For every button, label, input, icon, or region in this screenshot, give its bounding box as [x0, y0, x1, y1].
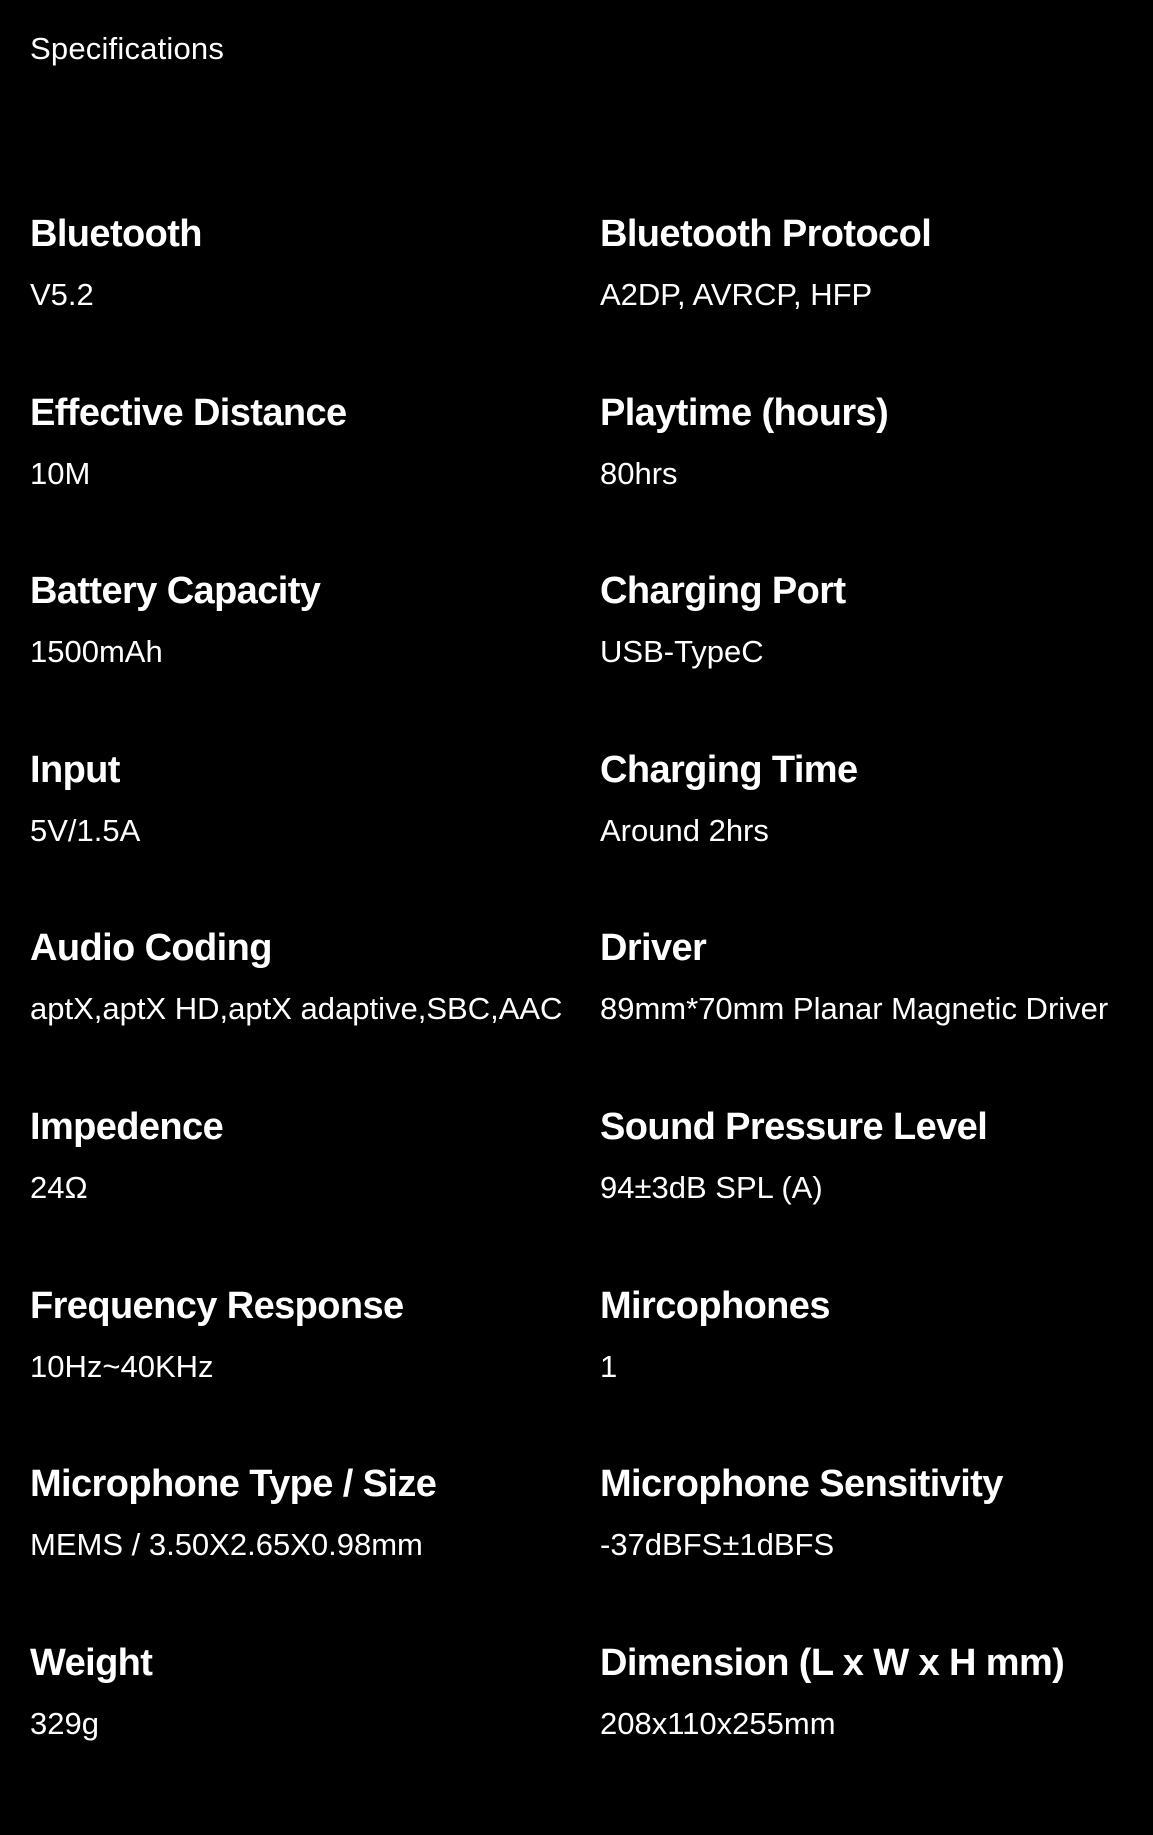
- spec-label: Weight: [30, 1641, 153, 1684]
- page-title: Specifications: [30, 31, 225, 66]
- spec-label: Sound Pressure Level: [600, 1105, 988, 1148]
- spec-value: Around 2hrs: [600, 812, 769, 848]
- spec-label: Audio Coding: [30, 927, 272, 970]
- spec-value: 94±3dB SPL (A): [600, 1169, 823, 1205]
- spec-value: V5.2: [30, 277, 94, 312]
- spec-label: Effective Distance: [30, 391, 347, 434]
- spec-label: Charging Port: [600, 570, 846, 613]
- spec-value: -37dBFS±1dBFS: [600, 1527, 835, 1563]
- spec-item-playtime: [600, 389, 1130, 568]
- spec-value: 329g: [30, 1705, 99, 1741]
- spec-item-impedence: [30, 1103, 600, 1282]
- spec-item-charging-time: [600, 746, 1130, 925]
- spec-item-sound-pressure-level: [600, 1103, 1130, 1282]
- spec-label: Bluetooth Protocol: [600, 213, 932, 255]
- spec-label: Dimension (L x W x H mm): [600, 1641, 1065, 1684]
- spec-label: Microphone Type / Size: [30, 1463, 437, 1506]
- spec-value: 208x110x255mm: [600, 1705, 836, 1741]
- specifications-grid: [30, 210, 1130, 1817]
- spec-value: 10Hz~40KHz: [30, 1348, 214, 1384]
- spec-value: 24Ω: [30, 1169, 88, 1205]
- spec-value: 5V/1.5A: [30, 812, 141, 848]
- spec-item-dimension: [600, 1639, 1130, 1818]
- spec-value: aptX,aptX HD,aptX adaptive,SBC,AAC: [30, 991, 563, 1027]
- spec-item-charging-port: [600, 567, 1130, 746]
- spec-value: 10M: [30, 455, 91, 491]
- spec-label: Bluetooth: [30, 213, 202, 255]
- spec-value: 1: [600, 1348, 618, 1384]
- spec-label: Playtime (hours): [600, 391, 889, 434]
- spec-value: 1500mAh: [30, 634, 163, 670]
- spec-item-input: [30, 746, 600, 925]
- spec-item-effective-distance: [30, 389, 600, 568]
- spec-item-microphone-sensitivity: [600, 1460, 1130, 1639]
- spec-label: Charging Time: [600, 748, 858, 791]
- spec-label: Impedence: [30, 1105, 224, 1148]
- spec-label: Microphone Sensitivity: [600, 1463, 1003, 1506]
- spec-item-driver: [600, 924, 1130, 1103]
- spec-item-weight: [30, 1639, 600, 1818]
- spec-value: MEMS / 3.50X2.65X0.98mm: [30, 1527, 423, 1563]
- spec-item-microphones: [600, 1282, 1130, 1461]
- spec-item-audio-coding: [30, 924, 600, 1103]
- spec-value: 89mm*70mm Planar Magnetic Driver: [600, 991, 1109, 1027]
- spec-label: Driver: [600, 927, 707, 970]
- spec-value: USB-TypeC: [600, 634, 764, 670]
- spec-label: Frequency Response: [30, 1284, 404, 1327]
- spec-value: A2DP, AVRCP, HFP: [600, 277, 873, 312]
- spec-item-microphone-type-size: [30, 1460, 600, 1639]
- spec-item-bluetooth-protocol: [600, 210, 1130, 389]
- spec-item-bluetooth: [30, 210, 600, 389]
- spec-label: Battery Capacity: [30, 570, 321, 613]
- spec-value: 80hrs: [600, 455, 678, 491]
- spec-item-battery-capacity: [30, 567, 600, 746]
- spec-item-frequency-response: [30, 1282, 600, 1461]
- spec-label: Mircophones: [600, 1284, 830, 1327]
- spec-label: Input: [30, 748, 120, 791]
